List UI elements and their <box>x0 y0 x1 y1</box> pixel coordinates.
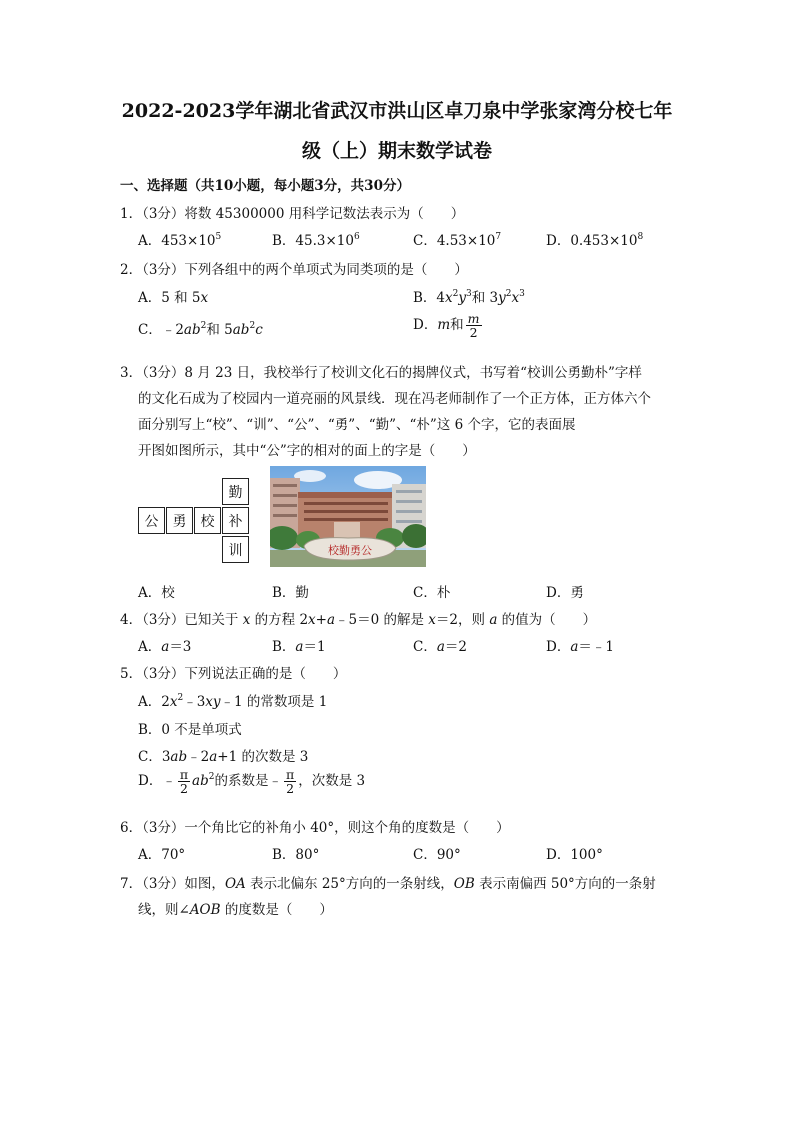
q3-option-d: D．勇 <box>546 585 584 601</box>
q2-option-a: A．5 和 5x <box>138 290 209 306</box>
exam-title-line2: 级（上）期末数学试卷 <box>301 140 492 162</box>
q1-option-c: C．$4.53\times 10^7$ <box>413 232 502 249</box>
section-heading: 一、选择题（共10小题，每小题3分，共30分） <box>120 178 410 194</box>
q1-stem: 1．（3分）将数 45300000 用科学记数法表示为（ ） <box>120 206 465 222</box>
q1-option-b: B．$45.3\times 10^6$ <box>272 232 360 249</box>
q6-option-b: B．80° <box>272 847 320 863</box>
q3-option-a: A．校 <box>138 585 175 601</box>
q3-option-c: C．朴 <box>413 585 451 601</box>
q6-option-d: D．100° <box>546 847 603 863</box>
q3-option-b: B．勤 <box>272 585 309 601</box>
q6-stem: 6．（3分）一个角比它的补角小 40°，则这个角的度数是（ ） <box>120 820 510 836</box>
net-cell-1: 公 <box>138 507 165 534</box>
q7-line1: 7．（3分）如图，OA 表示北偏东 25°方向的一条射线，OB 表示南偏西 50°方向的一条射 <box>120 876 656 892</box>
net-cell-bottom: 训 <box>222 536 249 563</box>
q4-stem: 4．（3分）已知关于 x 的方程 2x+a﹣5＝0 的解是 x＝2，则 a 的值为（ ） <box>120 612 597 628</box>
q2-option-d: D．m和 $\frac{m}{2}$ <box>413 311 480 341</box>
q5-d-fraction-1: $\frac{\pi}{2}$ <box>179 767 189 797</box>
q3-line3: 面分别写上“校”、“训”、“公”、“勇”、“勤”、“朴”这 6 个字，它的表面展 <box>138 417 576 433</box>
q5-stem: 5．（3分）下列说法正确的是（ ） <box>120 666 347 682</box>
q5-option-a: A．$2x^2﹣3xy﹣1$ 的常数项是 1 <box>138 693 328 710</box>
q2-stem: 2．（3分）下列各组中的两个单项式为同类项的是（ ） <box>120 262 468 278</box>
cube-net-figure <box>138 478 250 564</box>
q2-option-c: C．$﹣2ab^2$和 $5ab^2c$ <box>138 321 263 338</box>
q4-option-c: C．a＝2 <box>413 639 467 655</box>
q2-option-b: B．$4x^2y^3$和 $3y^2x^3$ <box>413 289 525 306</box>
exam-title-line1: 2022-2023学年湖北省武汉市洪山区卓刀泉中学张家湾分校七年 <box>121 100 673 122</box>
q4-option-a: A．a＝3 <box>138 639 192 655</box>
q3-line1: 3．（3分）8 月 23 日，我校举行了校训文化石的揭牌仪式，书写着“校训公勇勤朴”字样 <box>120 365 642 381</box>
q1-option-a: A．$453\times 10^5$ <box>138 232 222 249</box>
net-cell-2: 勇 <box>166 507 193 534</box>
q1-option-d: D．$0.453\times 10^8$ <box>546 232 644 249</box>
q5-option-c: C．3ab﹣2a+1 的次数是 3 <box>138 749 309 765</box>
q2-d-fraction: $\frac{m}{2}$ <box>467 311 480 341</box>
stone-inscription: 校勤勇公 <box>328 544 372 557</box>
q5-d-fraction-2: $\frac{\pi}{2}$ <box>285 767 295 797</box>
q6-option-c: C．90° <box>413 847 461 863</box>
q6-option-a: A．70° <box>138 847 186 863</box>
q5-option-d: D．﹣ $\frac{\pi}{2}$ $ab^2$的系数是﹣ $\frac{\pi}{2}$ ，次数是 3 <box>138 767 366 797</box>
net-cell-4: 补 <box>222 507 249 534</box>
q3-line4: 开图如图所示，其中“公”字的相对的面上的字是（ ） <box>138 443 476 459</box>
q5-option-b: B．0 不是单项式 <box>138 722 242 738</box>
q7-line2: 线，则∠AOB 的度数是（ ） <box>138 902 333 918</box>
school-motto-stone-photo <box>270 466 426 567</box>
net-cell-3: 校 <box>194 507 221 534</box>
q3-line2: 的文化石成为了校园内一道亮丽的风景线．现在冯老师制作了一个正方体，正方体六个 <box>138 391 651 407</box>
q4-option-b: B．a＝1 <box>272 639 326 655</box>
q4-option-d: D．a＝﹣1 <box>546 639 614 655</box>
net-cell-top: 勤 <box>222 478 249 505</box>
